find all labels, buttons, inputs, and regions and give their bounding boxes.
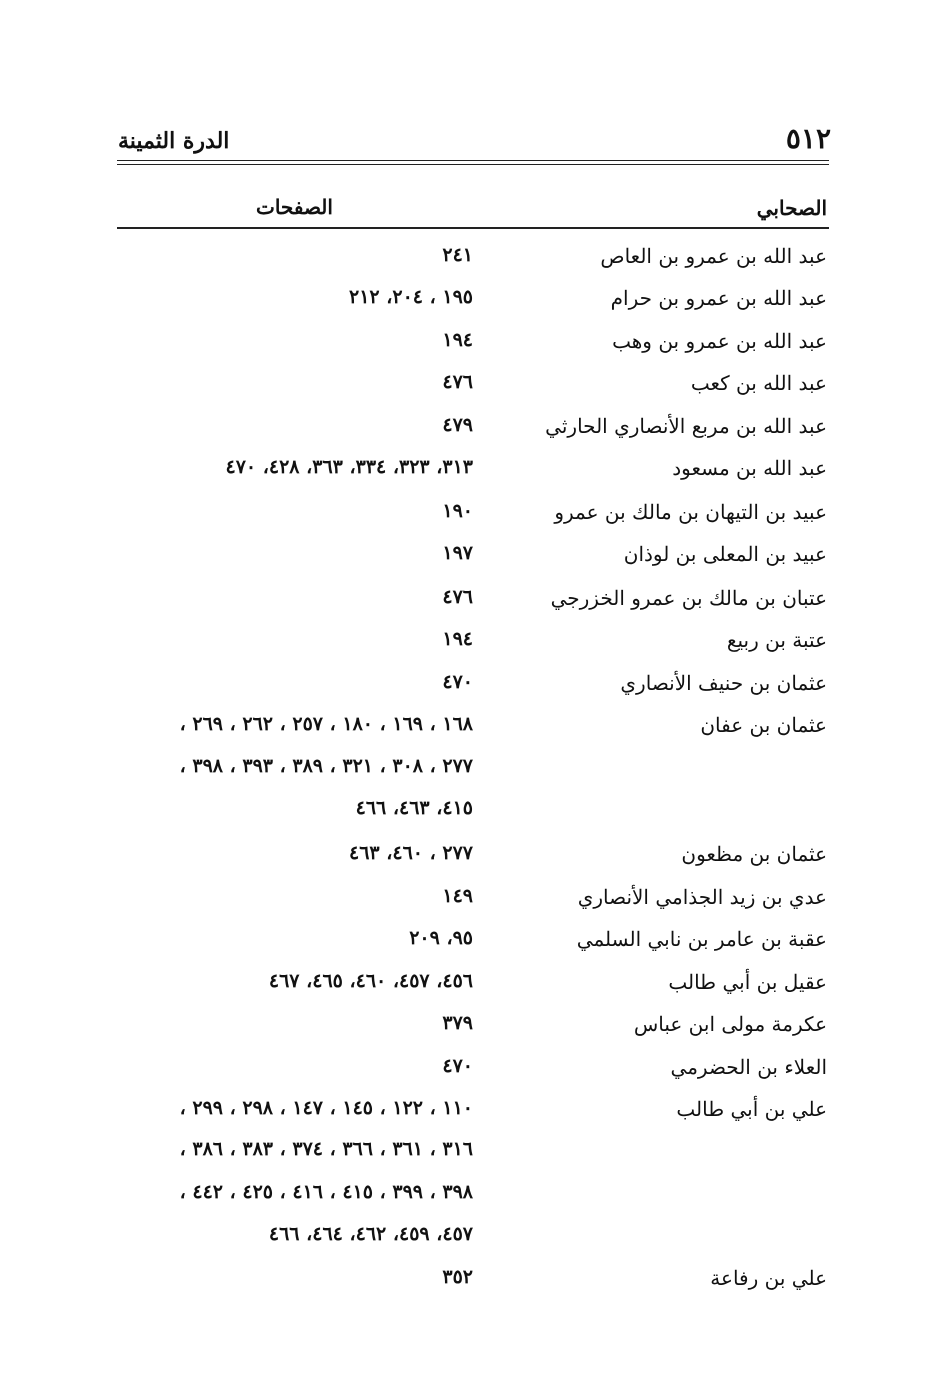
page-refs: ١٩٤ [442, 628, 473, 650]
header-rule-double [117, 164, 829, 165]
page-refs: ٣١٣، ٣٢٣، ٣٣٤، ٣٦٣، ٤٢٨، ٤٧٠ [225, 456, 473, 478]
companion-name: عبد الله بن كعب [690, 371, 827, 395]
header-rule [117, 160, 829, 161]
index-row [0, 1097, 943, 1131]
companion-name: عثمان بن مظعون [681, 842, 827, 866]
page-refs: ١١٠ ، ١٢٢ ، ١٤٥ ، ١٤٧ ، ٢٩٨ ، ٢٩٩ ، [179, 1097, 473, 1119]
companion-name: عبد الله بن عمرو بن العاص [600, 244, 827, 268]
page-refs: ٢٤١ [442, 244, 473, 266]
index-row-continuation [0, 1138, 943, 1172]
page-refs: ٤٥٧، ٤٥٩، ٤٦٢، ٤٦٤، ٤٦٦ [268, 1223, 473, 1245]
index-row [0, 927, 943, 961]
column-header-rule [117, 227, 829, 229]
page-refs: ٣١٦ ، ٣٦١ ، ٣٦٦ ، ٣٧٤ ، ٣٨٣ ، ٣٨٦ ، [179, 1138, 473, 1160]
companion-name: عبد الله بن مربع الأنصاري الحارثي [545, 414, 827, 438]
page-refs: ١٩٥ ، ٢٠٤، ٢١٢ [349, 286, 473, 308]
page-refs: ٤٧٦ [442, 586, 473, 608]
page-refs: ٤٧٠ [442, 1055, 473, 1077]
index-row [0, 885, 943, 919]
companion-name: عدي بن زيد الجذامي الأنصاري [577, 885, 827, 909]
companion-name: عبد الله بن عمرو بن وهب [612, 329, 827, 353]
companion-name: عبيد بن المعلى بن لوذان [623, 542, 827, 566]
index-row [0, 1012, 943, 1046]
page-refs: ٤٥٦، ٤٥٧، ٤٦٠، ٤٦٥، ٤٦٧ [268, 970, 473, 992]
page-refs: ٣٩٨ ، ٣٩٩ ، ٤١٥ ، ٤١٦ ، ٤٢٥ ، ٤٤٢ ، [179, 1181, 473, 1203]
index-row [0, 628, 943, 662]
page-refs: ١٩٠ [442, 500, 473, 522]
page-refs: ٣٧٩ [442, 1012, 473, 1034]
index-row [0, 542, 943, 576]
companion-name: عبد الله بن مسعود [672, 456, 827, 480]
column-header-companion: الصحابي [756, 196, 827, 220]
companion-name: علي بن أبي طالب [676, 1097, 827, 1121]
index-row [0, 671, 943, 705]
page-refs: ٩٥، ٢٠٩ [409, 927, 473, 949]
page-refs: ٤٧٦ [442, 371, 473, 393]
page-refs: ١٦٨ ، ١٦٩ ، ١٨٠ ، ٢٥٧ ، ٢٦٢ ، ٢٦٩ ، [179, 713, 473, 735]
index-row [0, 329, 943, 363]
page-refs: ٤٧٩ [442, 414, 473, 436]
book-title: الدرة الثمينة [118, 128, 230, 154]
page-refs: ١٩٧ [442, 542, 473, 564]
companion-name: عقبة بن عامر بن نابي السلمي [576, 927, 827, 951]
page-refs: ٤٧٠ [442, 671, 473, 693]
index-row [0, 286, 943, 320]
index-row [0, 456, 943, 490]
page-refs: ٢٧٧ ، ٣٠٨ ، ٣٢١ ، ٣٨٩ ، ٣٩٣ ، ٣٩٨ ، [179, 755, 473, 777]
index-row [0, 371, 943, 405]
page-refs: ٣٥٢ [442, 1266, 473, 1288]
companion-name: عبيد بن التيهان بن مالك بن عمرو [554, 500, 827, 524]
companion-name: عثمان بن عفان [700, 713, 827, 737]
companion-name: عقيل بن أبي طالب [668, 970, 827, 994]
companion-name: عكرمة مولى ابن عباس [633, 1012, 827, 1036]
page-number: ٥١٢ [785, 122, 831, 155]
page-refs: ١٤٩ [442, 885, 473, 907]
index-row-continuation [0, 797, 943, 831]
index-row-continuation [0, 1223, 943, 1257]
index-row-continuation [0, 755, 943, 789]
companion-name: علي بن رفاعة [710, 1266, 827, 1290]
index-row [0, 1055, 943, 1089]
index-row [0, 713, 943, 747]
index-row [0, 970, 943, 1004]
index-row [0, 586, 943, 620]
index-row [0, 244, 943, 278]
companion-name: عتبة بن ربيع [726, 628, 827, 652]
page-refs: ٢٧٧ ، ٤٦٠، ٤٦٣ [349, 842, 473, 864]
index-row [0, 414, 943, 448]
index-row-continuation [0, 1181, 943, 1215]
index-row [0, 500, 943, 534]
index-row [0, 1266, 943, 1300]
page-refs: ٤١٥، ٤٦٣، ٤٦٦ [355, 797, 473, 819]
column-header-pages: الصفحات [256, 195, 333, 219]
companion-name: عثمان بن حنيف الأنصاري [620, 671, 827, 695]
index-row [0, 842, 943, 876]
companion-name: العلاء بن الحضرمي [670, 1055, 827, 1079]
companion-name: عتبان بن مالك بن عمرو الخزرجي [550, 586, 827, 610]
companion-name: عبد الله بن عمرو بن حرام [610, 286, 827, 310]
page-refs: ١٩٤ [442, 329, 473, 351]
